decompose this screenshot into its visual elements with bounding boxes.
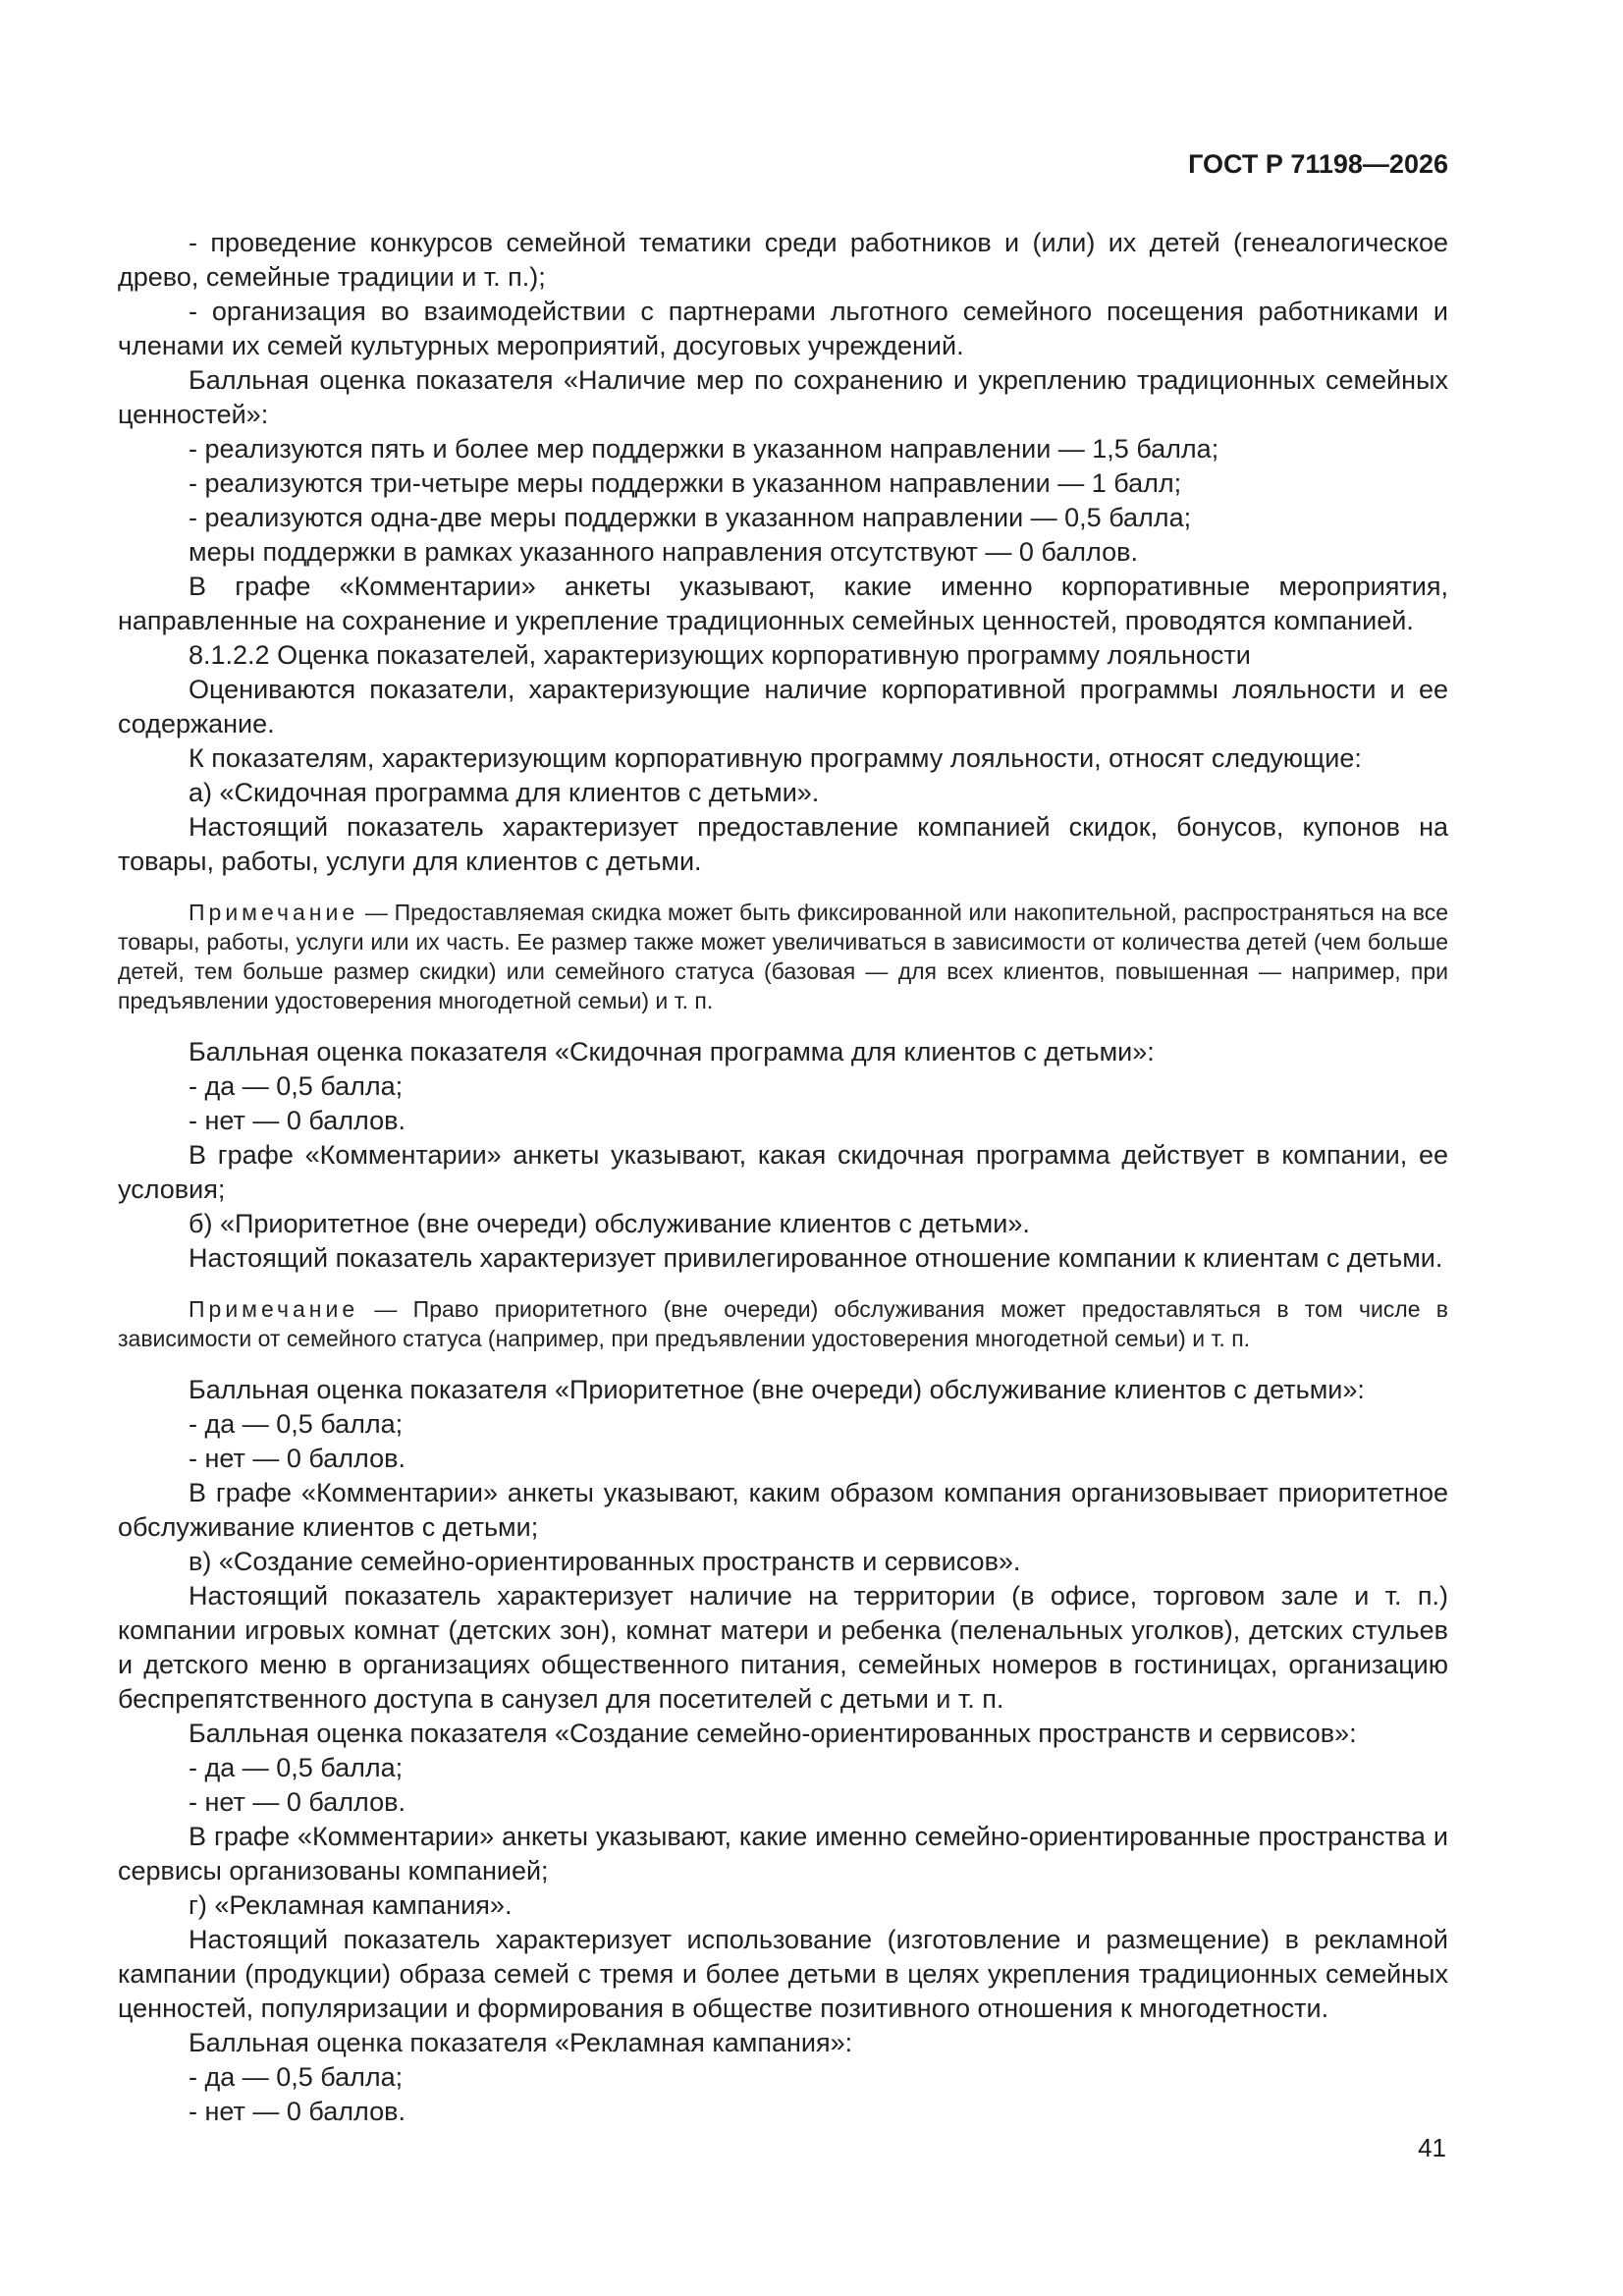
paragraph: В графе «Комментарии» анкеты указывают, каким образом компания организовывает приоритетное обслуживание клиентов с детьми; [118,1478,1448,1542]
top-paragraphs [118,226,1448,879]
paragraph: - да — 0,5 балла; [189,1409,404,1439]
paragraph: - да — 0,5 балла; [189,1753,404,1782]
paragraph: 8.1.2.2 Оценка показателей, характеризующих корпоративную программу лояльности [189,640,1251,670]
page-number: 41 [1418,2133,1446,2162]
paragraph: К показателям, характеризующим корпоративную программу лояльности, относят следующие: [189,743,1362,773]
note-text: — Предоставляемая скидка может быть фиксированной или накопительной, распространяться на все товары, работы, услуги или их часть. Ее размер также может увеличиваться в зависимости от количества детей (чем больше детей, тем больше размер скидки) или семейного статуса (базовая — для всех клиентов, повышенная — например, при предъявлении удостоверения многодетной семьи) и т. п. [118,900,1448,1013]
paragraph: б) «Приоритетное (вне очереди) обслуживание клиентов с детьми». [189,1209,1030,1238]
paragraph: В графе «Комментарии» анкеты указывают, какие именно семейно-ориентированные пространства и сервисы организованы компанией; [118,1822,1448,1886]
bottom-paragraphs [118,1373,1448,2129]
paragraph: Балльная оценка показателя «Рекламная кампания»: [189,2028,853,2057]
paragraph: - да — 0,5 балла; [189,1071,404,1101]
paragraph: - нет — 0 баллов. [189,1444,406,1473]
note-discount [118,898,1448,1015]
paragraph: а) «Скидочная программа для клиентов с детьми». [189,778,820,807]
paragraph: - организация во взаимодействии с партнерами льготного семейного посещения работниками и членами их семей культурных мероприятий, досуговых учреждений. [118,297,1448,360]
paragraph: В графе «Комментарии» анкеты указывают, какие именно корпоративные мероприятия, направленные на сохранение и укрепление традиционных семейных ценностей, проводятся компанией. [118,572,1448,635]
standard-header: ГОСТ Р 71198—2026 [1188,149,1448,179]
paragraph: В графе «Комментарии» анкеты указывают, какая скидочная программа действует в компании, ее условия; [118,1140,1448,1204]
paragraph: - да — 0,5 балла; [189,2062,404,2092]
paragraph: - реализуются одна-две меры поддержки в указанном направлении — 0,5 балла; [189,503,1192,532]
note-label: Примечание [189,900,359,925]
paragraph: Балльная оценка показателя «Наличие мер по сохранению и укреплению традиционных семейных ценностей»: [118,365,1448,429]
paragraph: Настоящий показатель характеризует предоставление компанией скидок, бонусов, купонов на товары, работы, услуги для клиентов с детьми. [118,812,1448,876]
paragraph: Оцениваются показатели, характеризующие наличие корпоративной программы лояльности и ее содержание. [118,675,1448,738]
paragraph: Балльная оценка показателя «Создание семейно-ориентированных пространств и сервисов»: [189,1719,1357,1748]
paragraph: - реализуются три-четыре меры поддержки в указанном направлении — 1 балл; [189,468,1182,498]
paragraph: - нет — 0 баллов. [189,1787,406,1817]
paragraph: - нет — 0 баллов. [189,1106,406,1135]
paragraph: - нет — 0 баллов. [189,2097,406,2126]
paragraph: Настоящий показатель характеризует наличие на территории (в офисе, торговом зале и т. п.) компании игровых комнат (детских зон), комнат матери и ребенка (пеленальных уголков), детских стульев и детского меню в организациях общественного питания, семейных номеров в гостиницах, организацию беспрепятственного доступа в санузел для посетителей с детьми и т. п. [118,1581,1448,1714]
paragraph: - проведение конкурсов семейной тематики среди работников и (или) их детей (генеалогическое древо, семейные традиции и т. п.); [118,228,1448,292]
paragraph: г) «Рекламная кампания». [189,1890,513,1920]
note-text: — Право приоритетного (вне очереди) обслуживания может предоставляться в том числе в зависимости от семейного статуса (например, при предъявлении удостоверения многодетной семьи) и т. п. [118,1296,1448,1351]
paragraph: Настоящий показатель характеризует использование (изготовление и размещение) в рекламной кампании (продукции) образа семей с тремя и более детьми в целях укрепления традиционных семейных ценностей, популяризации и формирования в обществе позитивного отношения к многодетности. [118,1925,1448,2023]
paragraph: - реализуются пять и более мер поддержки в указанном направлении — 1,5 балла; [189,434,1219,464]
paragraph: Балльная оценка показателя «Скидочная программа для клиентов с детьми»: [189,1037,1155,1066]
paragraph: Настоящий показатель характеризует привилегированное отношение компании к клиентам с детьми. [189,1243,1443,1273]
paragraph: меры поддержки в рамках указанного направления отсутствуют — 0 баллов. [189,537,1138,567]
document-body [118,226,1448,2129]
note-priority [118,1294,1448,1353]
middle-paragraphs [118,1035,1448,1276]
note-label: Примечание [189,1296,359,1322]
paragraph: в) «Создание семейно-ориентированных пространств и сервисов». [189,1547,1021,1576]
paragraph: Балльная оценка показателя «Приоритетное (вне очереди) обслуживание клиентов с детьми»: [189,1375,1365,1404]
